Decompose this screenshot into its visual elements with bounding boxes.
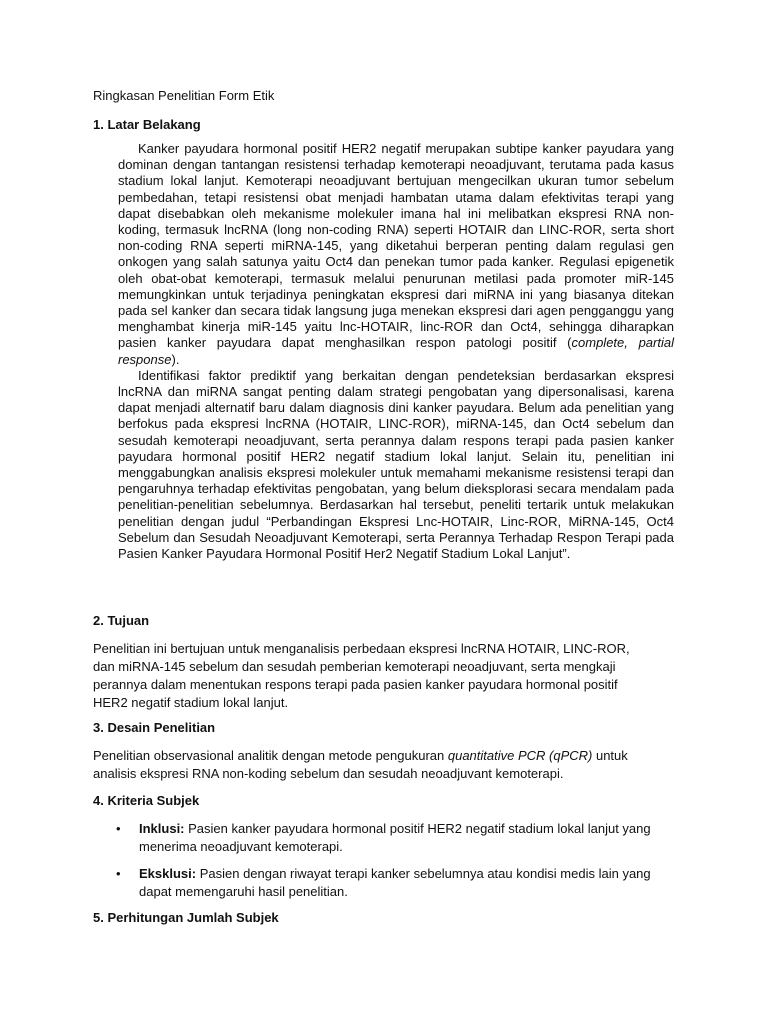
kriteria-eksklusi-item: [116, 865, 676, 901]
section-heading-kriteria: 4. Kriteria Subjek: [93, 793, 200, 808]
latar-belakang-body: [118, 141, 674, 562]
eksklusi-content: [139, 865, 676, 901]
latar-p1-text-b: ).: [171, 351, 180, 367]
kriteria-inklusi-item: [116, 820, 676, 856]
desain-text-a: Penelitian observasional analitik dengan metode pengukuran: [93, 748, 448, 763]
latar-p1-italic: complete, partial response: [118, 335, 674, 367]
desain-text: [93, 747, 653, 783]
inklusi-text: Pasien kanker payudara hormonal positif HER2 negatif stadium lokal lanjut yang menerima neoadjuvant kemoterapi.: [139, 821, 651, 854]
latar-belakang-paragraph-1: [118, 141, 674, 368]
desain-text-b: untuk analisis ekspresi RNA non-koding sebelum dan sesudah neoadjuvant kemoterapi.: [93, 748, 628, 781]
latar-p1-text-a: Kanker payudara hormonal positif HER2 negatif merupakan subtipe kanker payudara yang dominan dengan tantangan resistensi terhadap kemoterapi neoadjuvant, terutama pada kasus stadium lokal lanjut. Kemoterapi neoadjuvant bertujuan mengecilkan ukuran tumor sebelum pembedahan, tetapi resistensi obat menjadi hambatan utama dalam efektivitas terapi yang dapat disebabkan oleh mekanisme molekuler imana hal ini melibatkan ekspresi RNA non-koding, termasuk lncRNA (long non-coding RNA) seperti HOTAIR dan LINC-ROR, serta short non-coding RNA seperti miRNA-145, yang diketahui berperan penting dalam regulasi gen onkogen yang salah satunya yaitu Oct4 dan penekan tumor pada kanker. Regulasi epigenetik oleh obat-obat kemoterapi, termasuk melalui penurunan metilasi pada promoter miR-145 memungkinkan untuk terjadinya peningkatan ekspresi dari miRNA ini yang biasanya ditekan pada sel kanker dan secara tidak langsung juga menekan ekspresi dari agen pengganggu yang menghambat kinerja miR-145 yaitu lnc-HOTAIR, linc-ROR dan Oct4, sehingga diharapkan pasien kanker payudara dapat menghasilkan respon patologi positif (: [118, 141, 674, 351]
inklusi-content: [139, 820, 676, 856]
desain-italic: quantitative PCR (qPCR): [447, 748, 593, 763]
latar-belakang-paragraph-2: Identifikasi faktor prediktif yang berkaitan dengan pendeteksian berdasarkan ekspresi lncRNA dan miRNA sangat penting dalam strategi pengobatan yang dipersonalisasi, karena dapat menjadi alternatif baru dalam diagnosis dini kanker payudara. Belum ada penelitian yang berfokus pada ekspresi lncRNA (HOTAIR, LINC-ROR), miRNA-145, dan Oct4 sebelum dan sesudah kemoterapi neoadjuvant, serta perannya dalam respons terapi pada pasien kanker payudara hormonal positif HER2 negatif stadium lokal lanjut. Selain itu, penelitian ini menggabungkan analisis ekspresi molekuler untuk memahami mekanisme resistensi terapi dan pengaruhnya terhadap efektivitas pengobatan, yang belum dieksplorasi secara mendalam pada penelitian-penelitian sebelumnya. Berdasarkan hal tersebut, peneliti tertarik untuk melakukan penelitian dengan judul “Perbandingan Ekspresi Lnc-HOTAIR, Linc-ROR, MiRNA-145, Oct4 Sebelum dan Sesudah Neoadjuvant Kemoterapi, serta Perannya Terhadap Respon Terapi pada Pasien Kanker Payudara Hormonal Positif Her2 Negatif Stadium Lokal Lanjut”.: [118, 367, 674, 562]
bullet-point: •: [116, 821, 121, 836]
section-heading-tujuan: 2. Tujuan: [93, 613, 150, 628]
bullet-point: •: [116, 866, 121, 881]
eksklusi-label: Eksklusi:: [139, 866, 197, 881]
eksklusi-text: Pasien dengan riwayat terapi kanker sebelumnya atau kondisi medis lain yang dapat memengaruhi hasil penelitian.: [139, 866, 651, 899]
inklusi-label: Inklusi:: [139, 821, 185, 836]
section-heading-desain: 3. Desain Penelitian: [93, 720, 216, 735]
section-heading-latar-belakang: 1. Latar Belakang: [93, 117, 201, 132]
document-title: Ringkasan Penelitian Form Etik: [93, 88, 275, 103]
tujuan-text: Penelitian ini bertujuan untuk menganalisis perbedaan ekspresi lncRNA HOTAIR, LINC-ROR, dan miRNA-145 sebelum dan sesudah pemberian kemoterapi neoadjuvant, serta mengkaji perannya dalam menentukan respons terapi pada pasien kanker payudara hormonal positif HER2 negatif stadium lokal lanjut.: [93, 641, 630, 710]
section-heading-perhitungan: 5. Perhitungan Jumlah Subjek: [93, 910, 279, 925]
